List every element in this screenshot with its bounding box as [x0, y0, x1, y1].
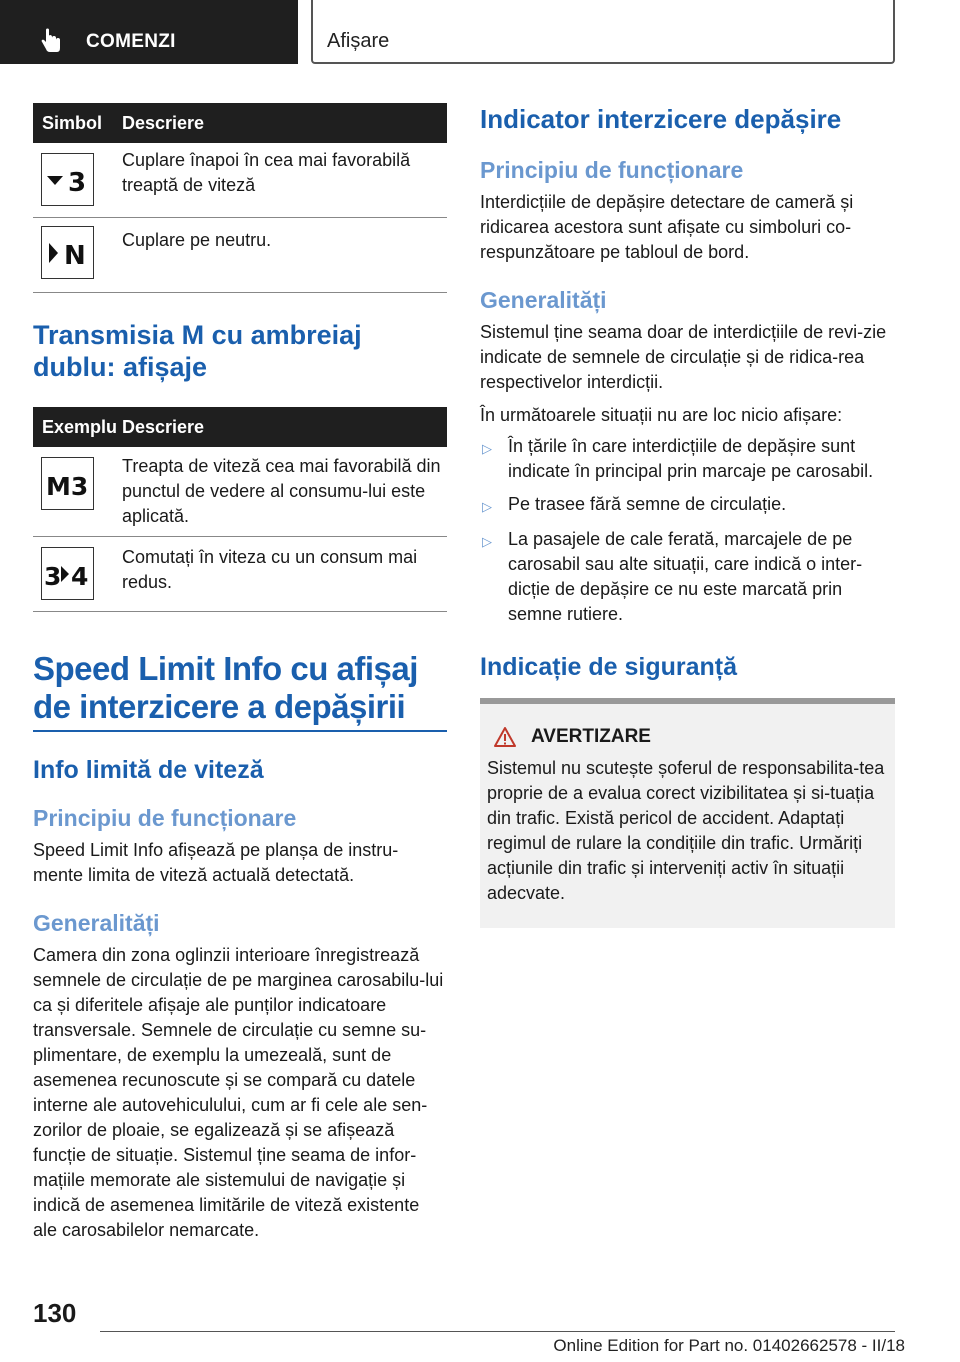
table-row	[33, 447, 447, 537]
page-title: Speed Limit Info cu afișaj de interzicere a depășirii	[33, 650, 418, 725]
example-table	[33, 407, 447, 612]
bullet-triangle-icon: ▷	[482, 534, 492, 549]
paragraph-no-display: În următoarele situații nu are loc nicio afișare:	[480, 405, 843, 425]
symbol-table	[33, 103, 447, 293]
list-item	[480, 527, 895, 627]
gear-down-3-icon	[41, 153, 94, 206]
paragraph-principle: Speed Limit Info afișează pe planșa de instru-mente limita de viteză actuală detectată.	[33, 840, 399, 885]
table-header-description: Descriere	[122, 112, 205, 133]
table-header-example: Exemplu	[42, 416, 118, 437]
list-item-text: La pasajele de cale ferată, marcajele de pe carosabil sau alte situații, care indică o inter-dicție de depășire ce nu este marcată prin semne rutiere.	[508, 529, 863, 624]
list-item-text: Pe trasee fără semne de circulație.	[508, 494, 787, 514]
subsection-title-overtaking: Indicator interzicere depășire	[480, 104, 842, 134]
section-tab[interactable]	[311, 0, 895, 64]
svg-text:4: 4	[70, 561, 88, 589]
list-item	[480, 492, 895, 519]
gear-m3-icon	[41, 457, 94, 510]
left-column	[33, 103, 447, 1243]
table-row-description: Cuplare înapoi în cea mai favorabilă treaptă de viteză	[122, 150, 411, 195]
list-item-text: În țările în care interdicțiile de depășire sunt indicate în principal prin marcaje pe carosabil.	[508, 436, 874, 481]
right-column	[480, 103, 895, 903]
footer-divider	[100, 1331, 895, 1332]
svg-text:N: N	[63, 240, 86, 268]
bullet-list	[480, 434, 895, 627]
table-header	[33, 407, 447, 447]
bullet-triangle-icon: ▷	[482, 441, 492, 456]
table-row	[33, 537, 447, 612]
section-tab-label: Afișare	[327, 30, 390, 52]
warning-triangle-icon	[493, 726, 517, 748]
section-title-transmission: Transmisia M cu ambreiaj dublu: afișaje	[33, 320, 362, 382]
footer-edition: Online Edition for Part no. 01402662578 - II/18	[553, 1336, 905, 1355]
table-row-description: Comutați în viteza cu un consum mai redus.	[122, 547, 418, 592]
table-row-description: Treapta de viteză cea mai favorabilă din punctul de vedere al consumu-lui este aplicată.	[122, 456, 441, 526]
table-row-description: Cuplare pe neutru.	[122, 230, 272, 250]
chapter-tab[interactable]	[0, 0, 298, 64]
table-header-symbol: Simbol	[42, 112, 103, 133]
svg-text:3: 3	[67, 167, 86, 195]
hand-pointer-icon	[38, 28, 64, 54]
table-row	[33, 143, 447, 218]
chapter-heading	[33, 650, 447, 732]
heading-safety: Indicație de siguranță	[480, 653, 738, 681]
paragraph-general: Camera din zona oglinzii interioare înregistrează semnele de circulație de pe marginea carosabilu-lui ca și diferitele afișaje ale punților indicatoare transversale. Semnele de circulație cu semne su-plimentare, de exemplu la umezeală, sunt de asemenea recunoscute și se compară cu datele interne ale autovehiculului, cum ar fi cele ale sen-zorilor de ploaie, se egalizează și se afișează funcție de situație. Sistemul ține seama de infor-mațiile memorate ale sistemului de navigație și indică de asemenea limitările de viteză existente ale carosabilelor nemarcate.	[33, 945, 444, 1240]
svg-text:3: 3	[43, 561, 61, 589]
page-number: 130	[33, 1298, 77, 1328]
warning-text: Sistemul nu scutește șoferul de responsabilita-tea proprie de a evalua corect vizibilitatea și si-tuația din trafic. Există pericol de accident. Adaptați regimul de rulare la condițiile din trafic. Urmăriți acțiunile din trafic și interveniți activ în situații adecvate.	[487, 758, 885, 903]
table-header	[33, 103, 447, 143]
warning-header	[487, 726, 887, 748]
chapter-tab-label: COMENZI	[86, 31, 176, 52]
gear-neutral-icon	[41, 226, 94, 279]
paragraph-principle: Interdicțiile de depășire detectare de cameră și ridicarea acestora sunt afișate cu simboluri co-respunzătoare pe tabloul de bord.	[480, 192, 854, 262]
heading-general: Generalități	[480, 287, 607, 313]
svg-text:M3: M3	[45, 471, 88, 499]
bullet-triangle-icon: ▷	[482, 499, 492, 514]
heading-principle: Principiu de funcționare	[33, 805, 297, 831]
table-header-description: Descriere	[122, 416, 205, 437]
gear-3-to-4-icon	[41, 547, 94, 600]
warning-box	[480, 698, 895, 928]
list-item	[480, 434, 895, 484]
warning-label: AVERTIZARE	[531, 726, 651, 747]
subsection-title-speed-info: Info limită de viteză	[33, 756, 264, 784]
paragraph-general: Sistemul ține seama doar de interdicțiile de revi-zie indicate de semnele de circulație și de ridica-rea respectivelor interdicții.	[480, 322, 887, 392]
table-row	[33, 218, 447, 293]
heading-general: Generalități	[33, 910, 160, 936]
heading-principle: Principiu de funcționare	[480, 157, 744, 183]
